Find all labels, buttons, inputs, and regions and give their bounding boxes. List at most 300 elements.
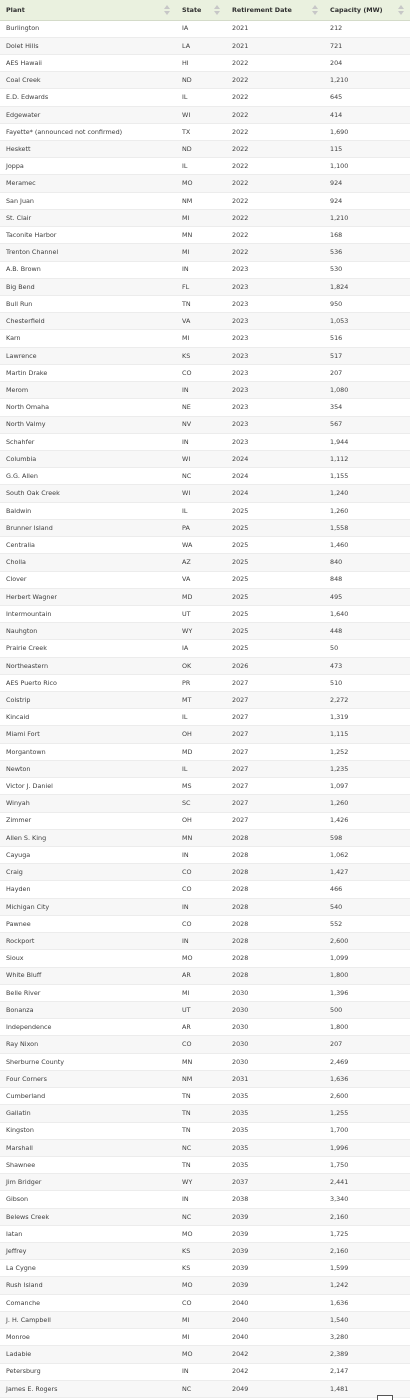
cell-state: MN bbox=[176, 829, 226, 846]
cell-plant: Shawnee bbox=[0, 1156, 176, 1173]
cell-retirement-date: 2025 bbox=[226, 640, 324, 657]
table-row bbox=[0, 450, 410, 467]
cell-state: TN bbox=[176, 296, 226, 313]
table-row bbox=[0, 657, 410, 674]
cell-plant: Michigan City bbox=[0, 898, 176, 915]
table-row bbox=[0, 89, 410, 106]
cell-capacity: 516 bbox=[324, 330, 410, 347]
column-header-retirement-date-label: Retirement Date bbox=[232, 5, 292, 14]
cell-retirement-date: 2023 bbox=[226, 399, 324, 416]
cell-capacity: 1,252 bbox=[324, 743, 410, 760]
table-row bbox=[0, 502, 410, 519]
cell-capacity: 536 bbox=[324, 244, 410, 261]
cell-plant: J. H. Campbell bbox=[0, 1311, 176, 1328]
cell-plant: Zimmer bbox=[0, 812, 176, 829]
cell-plant: Gibson bbox=[0, 1191, 176, 1208]
cell-retirement-date: 2027 bbox=[226, 812, 324, 829]
cell-plant: Morgantown bbox=[0, 743, 176, 760]
cell-state: IL bbox=[176, 89, 226, 106]
table-row bbox=[0, 399, 410, 416]
cell-state: IN bbox=[176, 261, 226, 278]
cell-plant: Centralia bbox=[0, 537, 176, 554]
cell-retirement-date: 2023 bbox=[226, 330, 324, 347]
table-row bbox=[0, 623, 410, 640]
cell-retirement-date: 2025 bbox=[226, 502, 324, 519]
table-row bbox=[0, 192, 410, 209]
table-row bbox=[0, 915, 410, 932]
table-row bbox=[0, 1070, 410, 1087]
cell-retirement-date: 2022 bbox=[226, 123, 324, 140]
cell-plant: Ray Nixon bbox=[0, 1036, 176, 1053]
cell-plant: Prairie Creek bbox=[0, 640, 176, 657]
table-row bbox=[0, 692, 410, 709]
cell-plant: Herbert Wagner bbox=[0, 588, 176, 605]
cell-capacity: 1,800 bbox=[324, 967, 410, 984]
cell-plant: Jeffrey bbox=[0, 1243, 176, 1260]
sort-icon[interactable] bbox=[164, 5, 170, 15]
cell-capacity: 473 bbox=[324, 657, 410, 674]
cell-retirement-date: 2021 bbox=[226, 37, 324, 54]
cell-capacity: 1,996 bbox=[324, 1139, 410, 1156]
table-body bbox=[0, 20, 410, 1398]
table-row bbox=[0, 760, 410, 777]
table-row bbox=[0, 1311, 410, 1328]
cell-plant: Intermountain bbox=[0, 605, 176, 622]
table-row bbox=[0, 1225, 410, 1242]
cell-plant: South Oak Creek bbox=[0, 485, 176, 502]
cell-state: MT bbox=[176, 692, 226, 709]
table-row bbox=[0, 537, 410, 554]
cell-retirement-date: 2039 bbox=[226, 1208, 324, 1225]
table-row bbox=[0, 554, 410, 571]
cell-retirement-date: 2035 bbox=[226, 1105, 324, 1122]
cell-state: TX bbox=[176, 123, 226, 140]
table-row bbox=[0, 244, 410, 261]
cell-capacity: 1,260 bbox=[324, 795, 410, 812]
sort-icon[interactable] bbox=[398, 5, 404, 15]
cell-plant: Karn bbox=[0, 330, 176, 347]
table-row bbox=[0, 1053, 410, 1070]
cell-capacity: 1,053 bbox=[324, 313, 410, 330]
cell-plant: Independence bbox=[0, 1019, 176, 1036]
table-row bbox=[0, 72, 410, 89]
table-row bbox=[0, 1139, 410, 1156]
cell-retirement-date: 2022 bbox=[226, 54, 324, 71]
cell-capacity: 1,080 bbox=[324, 382, 410, 399]
cell-plant: Belle River bbox=[0, 984, 176, 1001]
cell-retirement-date: 2030 bbox=[226, 1019, 324, 1036]
cell-state: MO bbox=[176, 950, 226, 967]
cell-plant: Petersburg bbox=[0, 1363, 176, 1380]
cell-state: KS bbox=[176, 1260, 226, 1277]
cell-state: AR bbox=[176, 1019, 226, 1036]
table-row bbox=[0, 588, 410, 605]
cell-state: IL bbox=[176, 158, 226, 175]
cell-retirement-date: 2022 bbox=[226, 89, 324, 106]
cell-retirement-date: 2021 bbox=[226, 20, 324, 37]
cell-plant: Baldwin bbox=[0, 502, 176, 519]
cell-retirement-date: 2025 bbox=[226, 571, 324, 588]
cell-capacity: 1,700 bbox=[324, 1122, 410, 1139]
column-header-retirement-date[interactable] bbox=[226, 0, 324, 20]
cell-state: IN bbox=[176, 433, 226, 450]
cell-retirement-date: 2028 bbox=[226, 881, 324, 898]
column-header-state-label: State bbox=[182, 5, 202, 14]
cell-capacity: 1,636 bbox=[324, 1294, 410, 1311]
table-row bbox=[0, 20, 410, 37]
cell-state: IN bbox=[176, 382, 226, 399]
cell-capacity: 567 bbox=[324, 416, 410, 433]
table-row bbox=[0, 330, 410, 347]
table-row bbox=[0, 950, 410, 967]
cell-capacity: 1,319 bbox=[324, 709, 410, 726]
cell-capacity: 2,600 bbox=[324, 1088, 410, 1105]
cell-state: OH bbox=[176, 812, 226, 829]
table-row bbox=[0, 1019, 410, 1036]
cell-retirement-date: 2040 bbox=[226, 1311, 324, 1328]
cell-plant: Fayette* (announced not confirmed) bbox=[0, 123, 176, 140]
cell-state: IN bbox=[176, 898, 226, 915]
cell-plant: Pawnee bbox=[0, 915, 176, 932]
cell-plant: Rush Island bbox=[0, 1277, 176, 1294]
cell-capacity: 3,340 bbox=[324, 1191, 410, 1208]
cell-capacity: 3,280 bbox=[324, 1329, 410, 1346]
cell-plant: Iatan bbox=[0, 1225, 176, 1242]
cell-retirement-date: 2024 bbox=[226, 468, 324, 485]
cell-capacity: 1,097 bbox=[324, 778, 410, 795]
cell-state: AZ bbox=[176, 554, 226, 571]
cell-plant: La Cygne bbox=[0, 1260, 176, 1277]
cell-plant: Joppa bbox=[0, 158, 176, 175]
table-row bbox=[0, 571, 410, 588]
cell-capacity: 950 bbox=[324, 296, 410, 313]
cell-capacity: 50 bbox=[324, 640, 410, 657]
cell-state: MN bbox=[176, 227, 226, 244]
cell-plant: San Juan bbox=[0, 192, 176, 209]
cell-retirement-date: 2023 bbox=[226, 313, 324, 330]
table-row bbox=[0, 158, 410, 175]
table-row bbox=[0, 898, 410, 915]
cell-capacity: 1,800 bbox=[324, 1019, 410, 1036]
table-row bbox=[0, 175, 410, 192]
table-row bbox=[0, 726, 410, 743]
cell-capacity: 1,112 bbox=[324, 450, 410, 467]
cell-capacity: 924 bbox=[324, 175, 410, 192]
cell-retirement-date: 2049 bbox=[226, 1380, 324, 1397]
cell-state: TN bbox=[176, 1156, 226, 1173]
cell-state: WI bbox=[176, 485, 226, 502]
cell-state: UT bbox=[176, 605, 226, 622]
cell-retirement-date: 2028 bbox=[226, 898, 324, 915]
cell-state: IL bbox=[176, 709, 226, 726]
table-row bbox=[0, 1105, 410, 1122]
cell-state: MO bbox=[176, 1346, 226, 1363]
cell-capacity: 354 bbox=[324, 399, 410, 416]
resize-handle-icon[interactable] bbox=[377, 1395, 393, 1400]
cell-capacity: 721 bbox=[324, 37, 410, 54]
cell-plant: Taconite Harbor bbox=[0, 227, 176, 244]
cell-retirement-date: 2022 bbox=[226, 141, 324, 158]
table-row bbox=[0, 141, 410, 158]
cell-state: MI bbox=[176, 244, 226, 261]
cell-capacity: 1,235 bbox=[324, 760, 410, 777]
table-row bbox=[0, 313, 410, 330]
cell-state: MI bbox=[176, 1329, 226, 1346]
cell-plant: Schahfer bbox=[0, 433, 176, 450]
cell-capacity: 2,160 bbox=[324, 1208, 410, 1225]
table-row bbox=[0, 1380, 410, 1397]
cell-retirement-date: 2027 bbox=[226, 674, 324, 691]
table-row bbox=[0, 864, 410, 881]
cell-state: NM bbox=[176, 192, 226, 209]
table-row bbox=[0, 1346, 410, 1363]
cell-state: IN bbox=[176, 1191, 226, 1208]
cell-retirement-date: 2022 bbox=[226, 175, 324, 192]
cell-capacity: 1,944 bbox=[324, 433, 410, 450]
cell-state: HI bbox=[176, 54, 226, 71]
table-row bbox=[0, 1329, 410, 1346]
cell-plant: Kincaid bbox=[0, 709, 176, 726]
cell-retirement-date: 2025 bbox=[226, 537, 324, 554]
table-row bbox=[0, 967, 410, 984]
cell-capacity: 500 bbox=[324, 1001, 410, 1018]
cell-capacity: 540 bbox=[324, 898, 410, 915]
cell-retirement-date: 2022 bbox=[226, 72, 324, 89]
table-row bbox=[0, 1156, 410, 1173]
table-row bbox=[0, 485, 410, 502]
cell-retirement-date: 2025 bbox=[226, 519, 324, 536]
table-row bbox=[0, 847, 410, 864]
cell-retirement-date: 2035 bbox=[226, 1156, 324, 1173]
cell-plant: Edgewater bbox=[0, 106, 176, 123]
cell-state: MI bbox=[176, 330, 226, 347]
cell-retirement-date: 2027 bbox=[226, 760, 324, 777]
column-header-plant-label: Plant bbox=[6, 5, 25, 14]
cell-plant: Hayden bbox=[0, 881, 176, 898]
cell-capacity: 552 bbox=[324, 915, 410, 932]
cell-retirement-date: 2023 bbox=[226, 296, 324, 313]
cell-capacity: 1,599 bbox=[324, 1260, 410, 1277]
cell-plant: Cumberland bbox=[0, 1088, 176, 1105]
cell-plant: Dolet Hills bbox=[0, 37, 176, 54]
table-row bbox=[0, 123, 410, 140]
table-row bbox=[0, 640, 410, 657]
sort-icon[interactable] bbox=[214, 5, 220, 15]
cell-retirement-date: 2022 bbox=[226, 209, 324, 226]
cell-state: IL bbox=[176, 502, 226, 519]
cell-plant: Colstrip bbox=[0, 692, 176, 709]
cell-capacity: 1,426 bbox=[324, 812, 410, 829]
cell-retirement-date: 2038 bbox=[226, 1191, 324, 1208]
cell-plant: Ladabie bbox=[0, 1346, 176, 1363]
cell-plant: Comanche bbox=[0, 1294, 176, 1311]
cell-plant: James E. Rogers bbox=[0, 1380, 176, 1397]
cell-retirement-date: 2022 bbox=[226, 244, 324, 261]
cell-state: OK bbox=[176, 657, 226, 674]
cell-plant: G.G. Allen bbox=[0, 468, 176, 485]
cell-state: WA bbox=[176, 537, 226, 554]
cell-state: MO bbox=[176, 175, 226, 192]
cell-plant: A.B. Brown bbox=[0, 261, 176, 278]
cell-plant: Craig bbox=[0, 864, 176, 881]
cell-capacity: 1,824 bbox=[324, 278, 410, 295]
cell-state: OH bbox=[176, 726, 226, 743]
cell-retirement-date: 2022 bbox=[226, 227, 324, 244]
cell-capacity: 848 bbox=[324, 571, 410, 588]
cell-retirement-date: 2030 bbox=[226, 1001, 324, 1018]
table-row bbox=[0, 829, 410, 846]
cell-capacity: 1,558 bbox=[324, 519, 410, 536]
cell-retirement-date: 2042 bbox=[226, 1363, 324, 1380]
cell-capacity: 1,115 bbox=[324, 726, 410, 743]
cell-retirement-date: 2028 bbox=[226, 933, 324, 950]
cell-retirement-date: 2030 bbox=[226, 1036, 324, 1053]
cell-capacity: 1,540 bbox=[324, 1311, 410, 1328]
cell-state: WI bbox=[176, 106, 226, 123]
table-row bbox=[0, 382, 410, 399]
cell-plant: Coal Creek bbox=[0, 72, 176, 89]
cell-state: CO bbox=[176, 881, 226, 898]
cell-plant: AES Hawaii bbox=[0, 54, 176, 71]
cell-capacity: 2,441 bbox=[324, 1174, 410, 1191]
sort-icon[interactable] bbox=[312, 5, 318, 15]
cell-state: TN bbox=[176, 1105, 226, 1122]
cell-plant: Winyah bbox=[0, 795, 176, 812]
cell-plant: Meramec bbox=[0, 175, 176, 192]
cell-state: FL bbox=[176, 278, 226, 295]
cell-capacity: 1,260 bbox=[324, 502, 410, 519]
table-row bbox=[0, 106, 410, 123]
cell-retirement-date: 2025 bbox=[226, 623, 324, 640]
cell-retirement-date: 2028 bbox=[226, 950, 324, 967]
cell-state: TN bbox=[176, 1088, 226, 1105]
cell-capacity: 2,272 bbox=[324, 692, 410, 709]
cell-retirement-date: 2035 bbox=[226, 1139, 324, 1156]
cell-retirement-date: 2028 bbox=[226, 967, 324, 984]
table-row bbox=[0, 933, 410, 950]
table-row bbox=[0, 1122, 410, 1139]
cell-plant: Jim Bridger bbox=[0, 1174, 176, 1191]
cell-capacity: 1,481 bbox=[324, 1380, 410, 1397]
cell-plant: North Valmy bbox=[0, 416, 176, 433]
cell-capacity: 1,099 bbox=[324, 950, 410, 967]
table-row bbox=[0, 37, 410, 54]
table-row bbox=[0, 1363, 410, 1380]
cell-retirement-date: 2027 bbox=[226, 709, 324, 726]
table-row bbox=[0, 416, 410, 433]
cell-retirement-date: 2031 bbox=[226, 1070, 324, 1087]
cell-state: MD bbox=[176, 743, 226, 760]
cell-plant: Bonanza bbox=[0, 1001, 176, 1018]
cell-capacity: 530 bbox=[324, 261, 410, 278]
cell-plant: AES Puerto Rico bbox=[0, 674, 176, 691]
cell-state: ND bbox=[176, 72, 226, 89]
cell-plant: Merom bbox=[0, 382, 176, 399]
cell-retirement-date: 2035 bbox=[226, 1122, 324, 1139]
cell-plant: Trenton Channel bbox=[0, 244, 176, 261]
table-row bbox=[0, 1277, 410, 1294]
cell-state: IL bbox=[176, 760, 226, 777]
table-row bbox=[0, 1260, 410, 1277]
cell-plant: Big Bend bbox=[0, 278, 176, 295]
cell-capacity: 1,255 bbox=[324, 1105, 410, 1122]
cell-plant: Cholla bbox=[0, 554, 176, 571]
cell-retirement-date: 2027 bbox=[226, 778, 324, 795]
cell-retirement-date: 2028 bbox=[226, 847, 324, 864]
cell-state: PA bbox=[176, 519, 226, 536]
cell-plant: Burlington bbox=[0, 20, 176, 37]
cell-capacity: 924 bbox=[324, 192, 410, 209]
cell-retirement-date: 2026 bbox=[226, 657, 324, 674]
cell-retirement-date: 2040 bbox=[226, 1294, 324, 1311]
table-row bbox=[0, 1036, 410, 1053]
cell-state: LA bbox=[176, 37, 226, 54]
cell-plant: Victor J. Daniel bbox=[0, 778, 176, 795]
table-row bbox=[0, 1088, 410, 1105]
table-row bbox=[0, 1208, 410, 1225]
table-row bbox=[0, 674, 410, 691]
cell-plant: Clover bbox=[0, 571, 176, 588]
cell-state: ND bbox=[176, 141, 226, 158]
cell-plant: Kingston bbox=[0, 1122, 176, 1139]
cell-retirement-date: 2023 bbox=[226, 416, 324, 433]
cell-retirement-date: 2025 bbox=[226, 605, 324, 622]
cell-capacity: 2,389 bbox=[324, 1346, 410, 1363]
column-header-capacity[interactable] bbox=[324, 0, 410, 20]
cell-state: IA bbox=[176, 640, 226, 657]
cell-capacity: 207 bbox=[324, 1036, 410, 1053]
column-header-plant[interactable] bbox=[0, 0, 176, 20]
column-header-state[interactable] bbox=[176, 0, 226, 20]
cell-capacity: 840 bbox=[324, 554, 410, 571]
cell-capacity: 510 bbox=[324, 674, 410, 691]
cell-plant: Sioux bbox=[0, 950, 176, 967]
cell-state: NE bbox=[176, 399, 226, 416]
cell-capacity: 2,469 bbox=[324, 1053, 410, 1070]
cell-retirement-date: 2022 bbox=[226, 106, 324, 123]
cell-state: NC bbox=[176, 1139, 226, 1156]
table-row bbox=[0, 605, 410, 622]
cell-state: IN bbox=[176, 1363, 226, 1380]
cell-retirement-date: 2028 bbox=[226, 829, 324, 846]
cell-state: NC bbox=[176, 1380, 226, 1397]
cell-capacity: 495 bbox=[324, 588, 410, 605]
cell-state: CO bbox=[176, 364, 226, 381]
cell-retirement-date: 2028 bbox=[226, 864, 324, 881]
cell-plant: Belews Creek bbox=[0, 1208, 176, 1225]
cell-state: CO bbox=[176, 1036, 226, 1053]
table-row bbox=[0, 812, 410, 829]
cell-state: PR bbox=[176, 674, 226, 691]
cell-state: WY bbox=[176, 1174, 226, 1191]
cell-state: SC bbox=[176, 795, 226, 812]
table-row bbox=[0, 433, 410, 450]
cell-capacity: 115 bbox=[324, 141, 410, 158]
cell-plant: Gallatin bbox=[0, 1105, 176, 1122]
table-row bbox=[0, 778, 410, 795]
cell-capacity: 168 bbox=[324, 227, 410, 244]
cell-plant: Brunner Island bbox=[0, 519, 176, 536]
cell-capacity: 414 bbox=[324, 106, 410, 123]
cell-retirement-date: 2024 bbox=[226, 450, 324, 467]
cell-state: NC bbox=[176, 1208, 226, 1225]
table-row bbox=[0, 1294, 410, 1311]
cell-plant: Chesterfield bbox=[0, 313, 176, 330]
cell-retirement-date: 2023 bbox=[226, 261, 324, 278]
cell-plant: Martin Drake bbox=[0, 364, 176, 381]
table-row bbox=[0, 364, 410, 381]
cell-retirement-date: 2037 bbox=[226, 1174, 324, 1191]
